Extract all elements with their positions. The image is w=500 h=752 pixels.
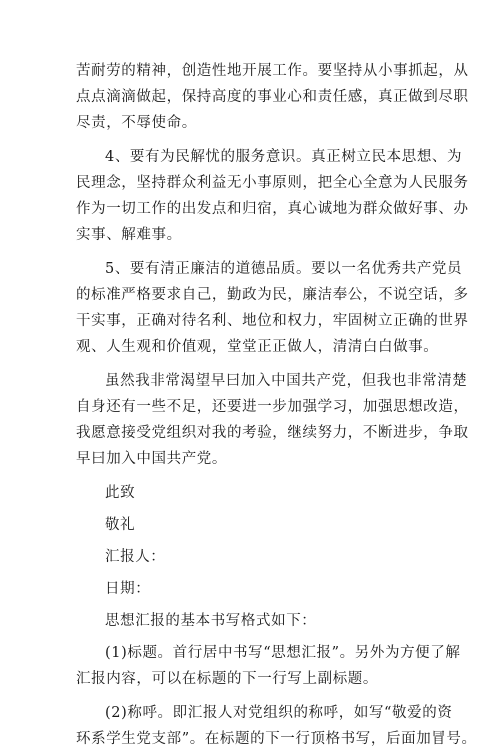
text-line: (1)标题。首行居中书写“思想汇报”。另外为方便了解	[105, 645, 461, 661]
text-line: 汇报内容，可以在标题的下一行写上副标题。	[76, 671, 378, 687]
text-line: 作为一切工作的出发点和归宿，真心诚地为群众做好事、办	[76, 201, 469, 217]
text-line: 环系学生党支部”。在标题的下一行顶格书写，后面加冒号。	[76, 731, 477, 747]
text-line: 自身还有一些不足，还要进一步加强学习，加强思想改造，	[76, 399, 469, 415]
text-line: 苦耐劳的精神，创造性地开展工作。要坚持从小事抓起，从	[76, 63, 469, 79]
text-line: 点点滴滴做起，保持高度的事业心和责任感，真正做到尽职	[76, 89, 469, 105]
text-line: 我愿意接受党组织对我的考验，继续努力，不断进步，争取	[76, 425, 469, 441]
paragraph-integrity	[76, 256, 469, 360]
text-line: 的标准严格要求自己，勤政为民，廉洁奉公，不说空话，多	[76, 287, 469, 303]
format-item-salutation	[76, 700, 477, 752]
date-label: 日期：	[105, 581, 151, 597]
format-intro: 思想汇报的基本书写格式如下：	[105, 613, 317, 629]
closing-salutation-2: 敬礼	[105, 517, 136, 533]
paragraph-commitment	[76, 368, 469, 472]
paragraph-service-awareness	[76, 144, 469, 248]
text-line: 5、要有清正廉洁的道德品质。要以一名优秀共产党员	[105, 261, 463, 277]
text-line: (2)称呼。即汇报人对党组织的称呼，如写“敬爱的资	[105, 705, 453, 721]
text-line: 民理念，坚持群众利益无小事原则，把全心全意为人民服务	[76, 175, 469, 191]
text-line: 4、要有为民解忧的服务意识。真正树立民本思想、为	[105, 149, 463, 165]
text-line: 早曰加入中国共产党。	[76, 451, 227, 467]
reporter-label: 汇报人：	[105, 549, 166, 565]
text-line: 观、人生观和价值观，堂堂正正做人，清清白白做事。	[76, 339, 439, 355]
text-line: 干实事，正确对待名利、地位和权力，牢固树立正确的世界	[76, 313, 469, 329]
text-line: 实事、解难事。	[76, 227, 182, 243]
closing-salutation-1: 此致	[105, 485, 136, 501]
text-line: 尽责，不辱使命。	[76, 115, 197, 131]
format-item-title	[76, 640, 461, 692]
text-line: 虽然我非常渴望早曰加入中国共产党，但我也非常清楚	[105, 373, 468, 389]
paragraph-work-attitude	[76, 58, 469, 136]
